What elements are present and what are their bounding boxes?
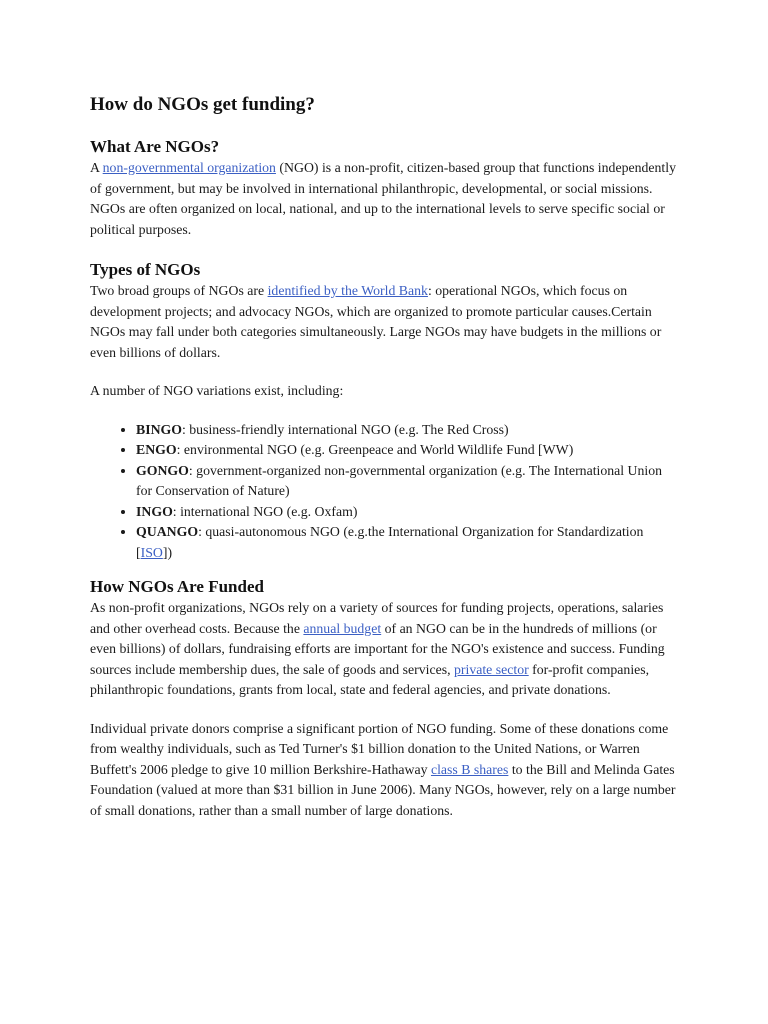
text-run: for-profit companies, philanthropic foundations, grants from local, state and federal agencies, and private donations. bbox=[90, 661, 650, 697]
term: QUANGO bbox=[136, 524, 199, 539]
text-run: : operational NGOs, which focus on development projects; and advocacy NGOs, which are organized to promote particular causes.Certain NGOs may fall under both categories simultaneously. Large NGOs may have budgets in the millions or even billions of dollars. bbox=[90, 283, 662, 360]
definition: : quasi-autonomous NGO (e.g.the International Organization for Standardization [ bbox=[136, 524, 644, 560]
paragraph-variations-intro: A number of NGO variations exist, including: bbox=[90, 383, 344, 398]
definition-end: ]) bbox=[162, 544, 173, 560]
term: INGO bbox=[136, 503, 173, 519]
text-run: As non-profit organizations, NGOs rely on a variety of sources for funding projects, operations, salaries and other overhead costs. Because the bbox=[90, 600, 664, 636]
link-class-b-shares[interactable]: class B shares bbox=[430, 761, 509, 777]
text-run: to the Bill and Melinda Gates Foundation (valued at more than $31 billion in June 2006). Many NGOs, however, rely on a large number of small donations, rather than a small number of large donations. bbox=[90, 761, 676, 818]
link-private-sector[interactable]: private sector bbox=[454, 661, 529, 677]
term: ENGO bbox=[136, 442, 177, 457]
ngo-variations-list bbox=[90, 420, 680, 564]
definition: : international NGO (e.g. Oxfam) bbox=[172, 503, 358, 519]
section-heading-types-of-ngos: Types of NGOs bbox=[90, 260, 201, 279]
text-run: Individual private donors comprise a significant portion of NGO funding. Some of these donations come from wealthy individuals, such as Ted Turner's $1 billion donation to the United Nations, or Warren Buffett's 2006 pledge to give 10 million Berkshire-Hathaway bbox=[90, 720, 669, 777]
section-heading-how-ngos-are-funded: How NGOs Are Funded bbox=[90, 577, 264, 596]
paragraph-private-donors bbox=[90, 719, 680, 822]
paragraph-funding-sources bbox=[90, 598, 680, 701]
term: BINGO bbox=[136, 421, 182, 437]
list-item bbox=[136, 461, 680, 502]
text-run: A bbox=[90, 160, 103, 175]
link-iso[interactable]: ISO bbox=[140, 544, 163, 560]
link-non-governmental-organization[interactable]: non-governmental organization bbox=[102, 160, 276, 175]
definition: : environmental NGO (e.g. Greenpeace and World Wildlife Fund [WW) bbox=[176, 442, 574, 457]
text-run: of an NGO can be in the hundreds of millions (or even billions) of dollars, fundraising efforts are important for the NGO's existence and success. Funding sources include membership dues, the sale of goods and services, bbox=[90, 620, 665, 677]
text-run: (NGO) is a non-profit, citizen-based group that functions independently of government, but may be involved in international philanthropic, developmental, or social missions. NGOs are often organized on local, national, and up to the international levels to serve specific social or political purposes. bbox=[90, 160, 676, 237]
list-item bbox=[136, 440, 680, 461]
page-title: How do NGOs get funding? bbox=[90, 94, 315, 115]
link-identified-by-world-bank[interactable]: identified by the World Bank bbox=[267, 283, 428, 298]
definition: : government-organized non-governmental organization (e.g. The International Union for Conservation of Nature) bbox=[136, 462, 663, 498]
link-annual-budget[interactable]: annual budget bbox=[303, 620, 382, 636]
definition: : business-friendly international NGO (e.g. The Red Cross) bbox=[182, 421, 509, 437]
paragraph-types-of-ngos bbox=[90, 281, 680, 363]
list-item bbox=[136, 420, 680, 441]
section-heading-what-are-ngos: What Are NGOs? bbox=[90, 137, 220, 156]
paragraph-what-are-ngos bbox=[90, 158, 680, 240]
term: GONGO bbox=[136, 462, 189, 478]
text-run: Two broad groups of NGOs are bbox=[90, 283, 268, 298]
list-item bbox=[136, 502, 680, 523]
list-item bbox=[136, 522, 680, 563]
